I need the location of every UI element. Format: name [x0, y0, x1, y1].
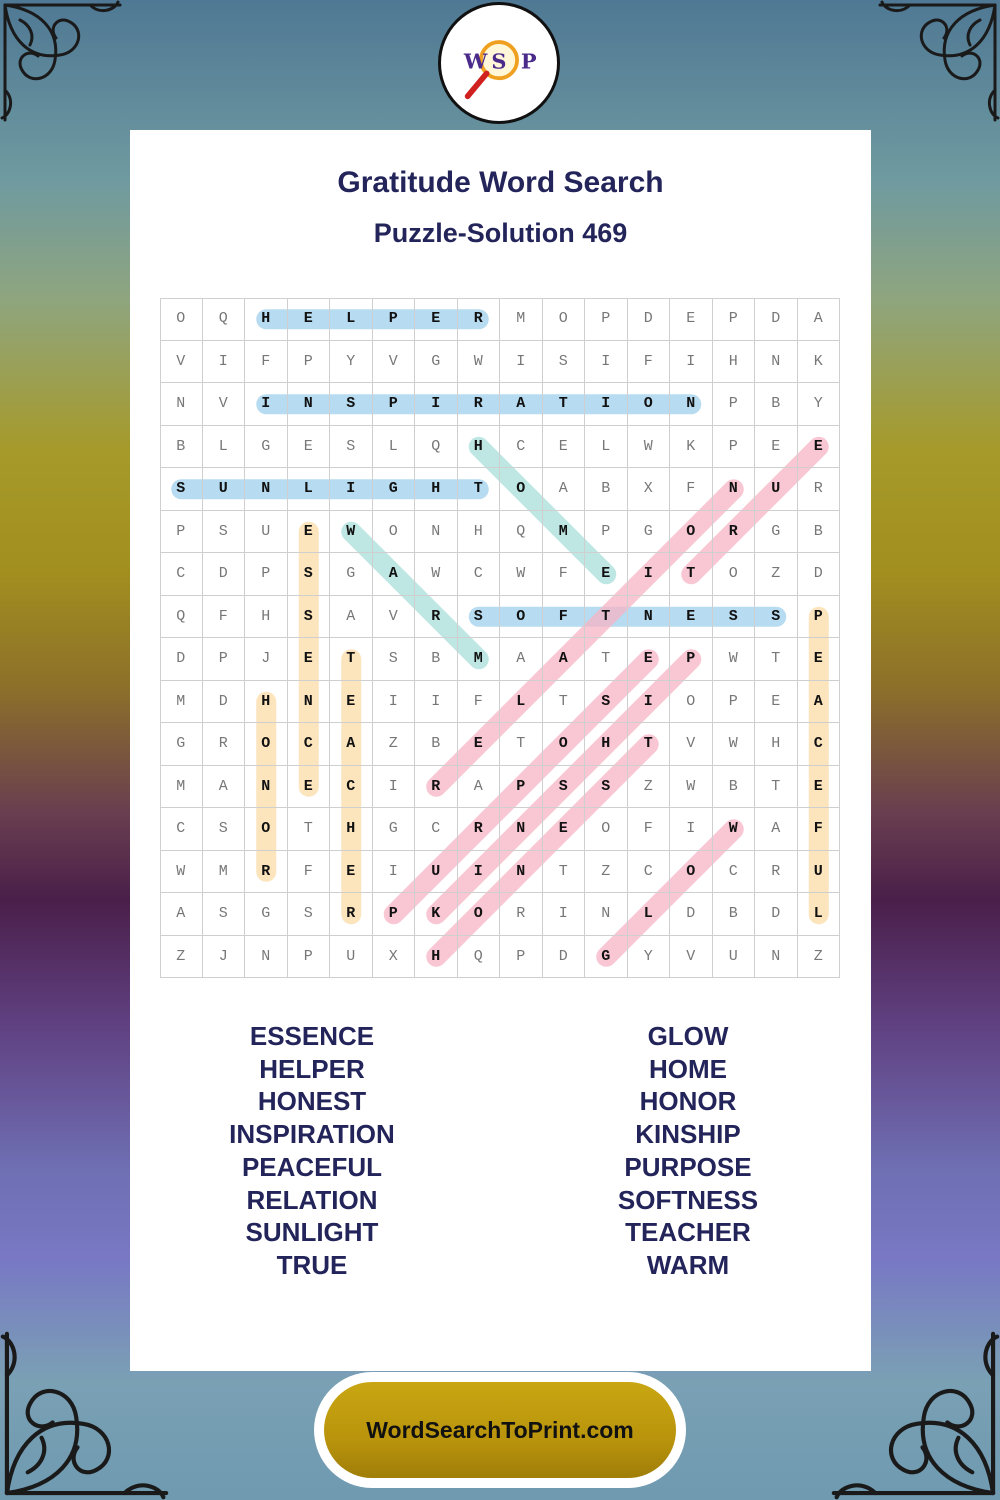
grid-cell: O [670, 851, 713, 894]
grid-cell: E [670, 596, 713, 639]
grid-cell: O [543, 298, 586, 341]
grid-cell: P [288, 936, 331, 979]
grid-cell: U [755, 468, 798, 511]
grid-cell: E [288, 766, 331, 809]
grid-cell: S [288, 893, 331, 936]
grid-cell: R [458, 298, 501, 341]
grid-cell: S [755, 596, 798, 639]
grid-cell: Y [798, 383, 841, 426]
grid-cell: I [628, 553, 671, 596]
grid-cell: C [798, 723, 841, 766]
grid-cell: C [288, 723, 331, 766]
grid-cell: H [415, 936, 458, 979]
grid-cell: P [373, 298, 416, 341]
grid-cell: S [203, 511, 246, 554]
grid-cell: P [798, 596, 841, 639]
grid-cell: O [500, 468, 543, 511]
grid-cell: T [628, 723, 671, 766]
grid-cell: T [670, 553, 713, 596]
grid-cell: C [160, 808, 203, 851]
word-list-item: SOFTNESS [617, 1184, 759, 1215]
grid-cell: O [245, 808, 288, 851]
grid-cell: G [415, 341, 458, 384]
grid-cell: D [755, 298, 798, 341]
grid-cell: N [755, 936, 798, 979]
puzzle-panel [130, 130, 871, 1371]
grid-cell: E [288, 511, 331, 554]
grid-cell: R [415, 596, 458, 639]
grid-cell: V [670, 723, 713, 766]
grid-cell: H [458, 426, 501, 469]
grid-cell: F [203, 596, 246, 639]
grid-cell: E [415, 298, 458, 341]
grid-cell: T [755, 638, 798, 681]
grid-cell: I [458, 851, 501, 894]
grid-cell: P [288, 341, 331, 384]
grid-cell: H [245, 298, 288, 341]
word-list-item: WARM [646, 1249, 730, 1280]
grid-cell: Q [458, 936, 501, 979]
grid-cell: V [160, 341, 203, 384]
grid-cell: E [755, 681, 798, 724]
grid-cell: N [500, 808, 543, 851]
grid-cell: D [203, 553, 246, 596]
grid-cell: O [713, 553, 756, 596]
grid-cell: O [543, 723, 586, 766]
grid-cell: S [585, 766, 628, 809]
grid-cell: E [585, 553, 628, 596]
grid-cell: E [543, 808, 586, 851]
grid-cell: I [670, 808, 713, 851]
grid-cell: D [798, 553, 841, 596]
grid-cell: S [458, 596, 501, 639]
word-list-item: PURPOSE [624, 1151, 752, 1182]
grid-cell: C [458, 553, 501, 596]
grid-cell: Z [755, 553, 798, 596]
page-title: Gratitude Word Search [337, 166, 664, 199]
grid-cell: O [670, 511, 713, 554]
grid-cell: R [458, 808, 501, 851]
grid-cell: U [713, 936, 756, 979]
grid-cell: A [373, 553, 416, 596]
grid-cell: H [245, 596, 288, 639]
site-link[interactable]: WordSearchToPrint.com [324, 1382, 676, 1478]
grid-cell: L [373, 426, 416, 469]
word-list-right [538, 1020, 838, 1282]
grid-cell: A [543, 638, 586, 681]
grid-cell: B [798, 511, 841, 554]
grid-cell: W [713, 723, 756, 766]
word-list-item: TEACHER [625, 1217, 751, 1248]
grid-cell: H [755, 723, 798, 766]
grid-cell: L [203, 426, 246, 469]
grid-cell: Z [160, 936, 203, 979]
grid-cell: G [585, 936, 628, 979]
grid-cell: N [245, 468, 288, 511]
grid-cell: E [288, 638, 331, 681]
grid-cell: D [755, 893, 798, 936]
grid-cell: P [713, 298, 756, 341]
grid-cell: E [288, 298, 331, 341]
grid-cell: T [500, 723, 543, 766]
grid-cell: L [628, 893, 671, 936]
grid-cell: L [330, 298, 373, 341]
grid-cell: N [288, 681, 331, 724]
grid-cell: A [500, 383, 543, 426]
grid-cell: P [245, 553, 288, 596]
grid-cell: C [415, 808, 458, 851]
word-list-item: PEACEFUL [241, 1151, 383, 1182]
grid-cell: W [713, 808, 756, 851]
grid-cell: T [543, 681, 586, 724]
grid-cell: T [543, 851, 586, 894]
grid-cell: R [330, 893, 373, 936]
grid-cell: C [500, 426, 543, 469]
grid-cell: T [755, 766, 798, 809]
grid-cell: V [373, 596, 416, 639]
grid-cell: M [500, 298, 543, 341]
magnifier-logo-icon [441, 5, 557, 121]
site-logo[interactable] [438, 2, 560, 124]
grid-cell: T [458, 468, 501, 511]
grid-cell: Q [415, 426, 458, 469]
grid-cell: W [500, 553, 543, 596]
grid-cell: M [458, 638, 501, 681]
grid-cell: U [245, 511, 288, 554]
word-search-grid [160, 298, 840, 978]
grid-cell: V [670, 936, 713, 979]
grid-cell: A [500, 638, 543, 681]
grid-cell: C [160, 553, 203, 596]
grid-cell: L [288, 468, 331, 511]
grid-cell: D [670, 893, 713, 936]
grid-cell: B [415, 723, 458, 766]
grid-cell: T [585, 638, 628, 681]
grid-cell: U [203, 468, 246, 511]
grid-cell: Q [203, 298, 246, 341]
grid-cell: P [500, 766, 543, 809]
grid-cell: W [160, 851, 203, 894]
grid-cell: A [160, 893, 203, 936]
grid-cell: V [373, 341, 416, 384]
grid-cell: R [500, 893, 543, 936]
grid-cell: I [245, 383, 288, 426]
grid-cell: S [330, 383, 373, 426]
grid-cell: N [245, 936, 288, 979]
grid-cell: I [628, 681, 671, 724]
grid-cell: I [500, 341, 543, 384]
grid-cell: N [670, 383, 713, 426]
ornament-corner-top-right [870, 0, 1000, 130]
word-list-item: GLOW [647, 1021, 729, 1051]
logo-letter: S [491, 48, 507, 74]
grid-cell: G [245, 893, 288, 936]
grid-cell: G [160, 723, 203, 766]
grid-cell: C [330, 766, 373, 809]
grid-cell: H [585, 723, 628, 766]
grid-cell: P [713, 426, 756, 469]
grid-cell: R [713, 511, 756, 554]
grid-cell: B [585, 468, 628, 511]
grid-cell: B [713, 893, 756, 936]
grid-cell: E [755, 426, 798, 469]
grid-cell: V [203, 383, 246, 426]
grid-cell: S [543, 766, 586, 809]
grid-cell: R [245, 851, 288, 894]
grid-cell: F [543, 553, 586, 596]
grid-cell: E [458, 723, 501, 766]
grid-cell: I [330, 468, 373, 511]
grid-cell: D [160, 638, 203, 681]
grid-cell: Z [373, 723, 416, 766]
grid-cell: A [798, 681, 841, 724]
grid-cell: F [245, 341, 288, 384]
grid-cell: R [415, 766, 458, 809]
grid-cell: C [628, 851, 671, 894]
grid-cell: F [628, 808, 671, 851]
grid-cell: F [543, 596, 586, 639]
grid-cell: I [415, 681, 458, 724]
grid-cell: F [628, 341, 671, 384]
grid-cell: F [798, 808, 841, 851]
grid-cell: I [670, 341, 713, 384]
grid-cell: R [755, 851, 798, 894]
grid-cell: S [203, 893, 246, 936]
grid-cell: Z [628, 766, 671, 809]
grid-cell: T [543, 383, 586, 426]
grid-cell: S [160, 468, 203, 511]
grid-cell: L [500, 681, 543, 724]
grid-cell: G [373, 808, 416, 851]
grid-cell: H [245, 681, 288, 724]
grid-cell: J [203, 936, 246, 979]
grid-cell: M [160, 766, 203, 809]
grid-cell: A [330, 596, 373, 639]
grid-cell: G [245, 426, 288, 469]
grid-cell: R [798, 468, 841, 511]
grid-cell: U [798, 851, 841, 894]
grid-cell: H [330, 808, 373, 851]
grid-cell: S [288, 553, 331, 596]
grid-cell: A [755, 808, 798, 851]
word-list-item: ESSENCE [249, 1021, 375, 1051]
grid-cell: B [160, 426, 203, 469]
grid-cell: Z [585, 851, 628, 894]
grid-cell: I [373, 766, 416, 809]
grid-cell: O [458, 893, 501, 936]
grid-cell: Y [628, 936, 671, 979]
grid-cell: O [500, 596, 543, 639]
grid-cell: A [458, 766, 501, 809]
grid-cell: E [330, 681, 373, 724]
grid-cell: F [670, 468, 713, 511]
word-list-item: HOME [649, 1053, 727, 1084]
grid-cell: P [585, 511, 628, 554]
grid-cell: O [245, 723, 288, 766]
grid-cell: S [543, 341, 586, 384]
grid-cell: B [755, 383, 798, 426]
grid-cell: N [585, 893, 628, 936]
grid-cell: E [543, 426, 586, 469]
grid-cell: R [458, 383, 501, 426]
grid-cell: H [415, 468, 458, 511]
grid-cell: N [160, 383, 203, 426]
grid-cell: S [373, 638, 416, 681]
grid-cell: P [500, 936, 543, 979]
grid-cell: E [670, 298, 713, 341]
grid-cell: D [203, 681, 246, 724]
grid-cell: N [500, 851, 543, 894]
grid-cell: R [203, 723, 246, 766]
grid-cell: W [415, 553, 458, 596]
grid-cell: P [670, 638, 713, 681]
grid-cell: O [628, 383, 671, 426]
grid-cell: W [628, 426, 671, 469]
grid-cell: K [798, 341, 841, 384]
word-list-item: TRUE [276, 1249, 348, 1280]
grid-cell: B [415, 638, 458, 681]
grid-cell: P [713, 681, 756, 724]
grid-cell: W [713, 638, 756, 681]
grid-cell: A [543, 468, 586, 511]
grid-cell: D [543, 936, 586, 979]
grid-cell: P [203, 638, 246, 681]
grid-cell: Q [160, 596, 203, 639]
grid-cell: O [160, 298, 203, 341]
grid-cell: M [203, 851, 246, 894]
letter-cells [160, 298, 840, 978]
word-list-item: INSPIRATION [229, 1119, 395, 1150]
grid-cell: H [458, 511, 501, 554]
word-list-left [162, 1020, 462, 1282]
grid-cell: S [330, 426, 373, 469]
grid-cell: K [415, 893, 458, 936]
grid-cell: E [798, 426, 841, 469]
grid-cell: I [203, 341, 246, 384]
grid-cell: E [288, 426, 331, 469]
grid-cell: U [330, 936, 373, 979]
grid-cell: L [585, 426, 628, 469]
grid-cell: T [288, 808, 331, 851]
word-list-item: KINSHIP [635, 1119, 741, 1150]
grid-cell: E [798, 638, 841, 681]
grid-cell: X [628, 468, 671, 511]
grid-cell: W [330, 511, 373, 554]
grid-cell: N [415, 511, 458, 554]
grid-cell: D [628, 298, 671, 341]
grid-cell: I [543, 893, 586, 936]
grid-cell: I [415, 383, 458, 426]
grid-cell: U [415, 851, 458, 894]
grid-cell: A [330, 723, 373, 766]
grid-cell: W [670, 766, 713, 809]
grid-cell: Y [330, 341, 373, 384]
grid-cell: F [458, 681, 501, 724]
logo-letter: W [463, 48, 488, 74]
grid-cell: I [585, 341, 628, 384]
grid-cell: K [670, 426, 713, 469]
grid-cell: G [628, 511, 671, 554]
grid-cell: J [245, 638, 288, 681]
grid-cell: P [713, 383, 756, 426]
grid-cell: S [203, 808, 246, 851]
grid-cell: S [585, 681, 628, 724]
grid-cell: N [628, 596, 671, 639]
word-list-item: HELPER [259, 1053, 365, 1084]
grid-cell: H [713, 341, 756, 384]
grid-cell: M [543, 511, 586, 554]
grid-cell: N [288, 383, 331, 426]
word-list-item: RELATION [246, 1184, 378, 1215]
grid-cell: W [458, 341, 501, 384]
grid-cell: L [798, 893, 841, 936]
grid-cell: B [713, 766, 756, 809]
grid-cell: G [373, 468, 416, 511]
grid-cell: P [373, 383, 416, 426]
grid-cell: I [373, 681, 416, 724]
grid-cell: I [585, 383, 628, 426]
page-subtitle: Puzzle-Solution 469 [373, 218, 628, 248]
grid-cell: G [755, 511, 798, 554]
grid-cell: T [330, 638, 373, 681]
flourish-icon [0, 0, 130, 130]
grid-cell: O [585, 808, 628, 851]
grid-cell: I [373, 851, 416, 894]
grid-cell: N [245, 766, 288, 809]
grid-cell: Z [798, 936, 841, 979]
footer-badge[interactable] [314, 1372, 686, 1488]
grid-cell: A [798, 298, 841, 341]
grid-cell: O [670, 681, 713, 724]
grid-cell: E [798, 766, 841, 809]
grid-cell: C [713, 851, 756, 894]
grid-cell: A [203, 766, 246, 809]
word-list-item: HONOR [639, 1086, 737, 1117]
word-list-item: SUNLIGHT [245, 1217, 379, 1248]
grid-cell: E [330, 851, 373, 894]
grid-cell: S [288, 596, 331, 639]
grid-cell: P [585, 298, 628, 341]
grid-cell: S [713, 596, 756, 639]
grid-cell: N [755, 341, 798, 384]
grid-cell: P [373, 893, 416, 936]
logo-letter: P [520, 48, 537, 74]
grid-cell: Q [500, 511, 543, 554]
grid-cell: O [373, 511, 416, 554]
ornament-corner-top-left [0, 0, 130, 130]
grid-cell: M [160, 681, 203, 724]
word-list-item: HONEST [257, 1086, 367, 1117]
grid-cell: T [585, 596, 628, 639]
grid-cell: E [628, 638, 671, 681]
grid-cell: P [160, 511, 203, 554]
flourish-icon [870, 0, 1000, 130]
grid-cell: X [373, 936, 416, 979]
grid-cell: N [713, 468, 756, 511]
grid-cell: F [288, 851, 331, 894]
grid-cell: G [330, 553, 373, 596]
